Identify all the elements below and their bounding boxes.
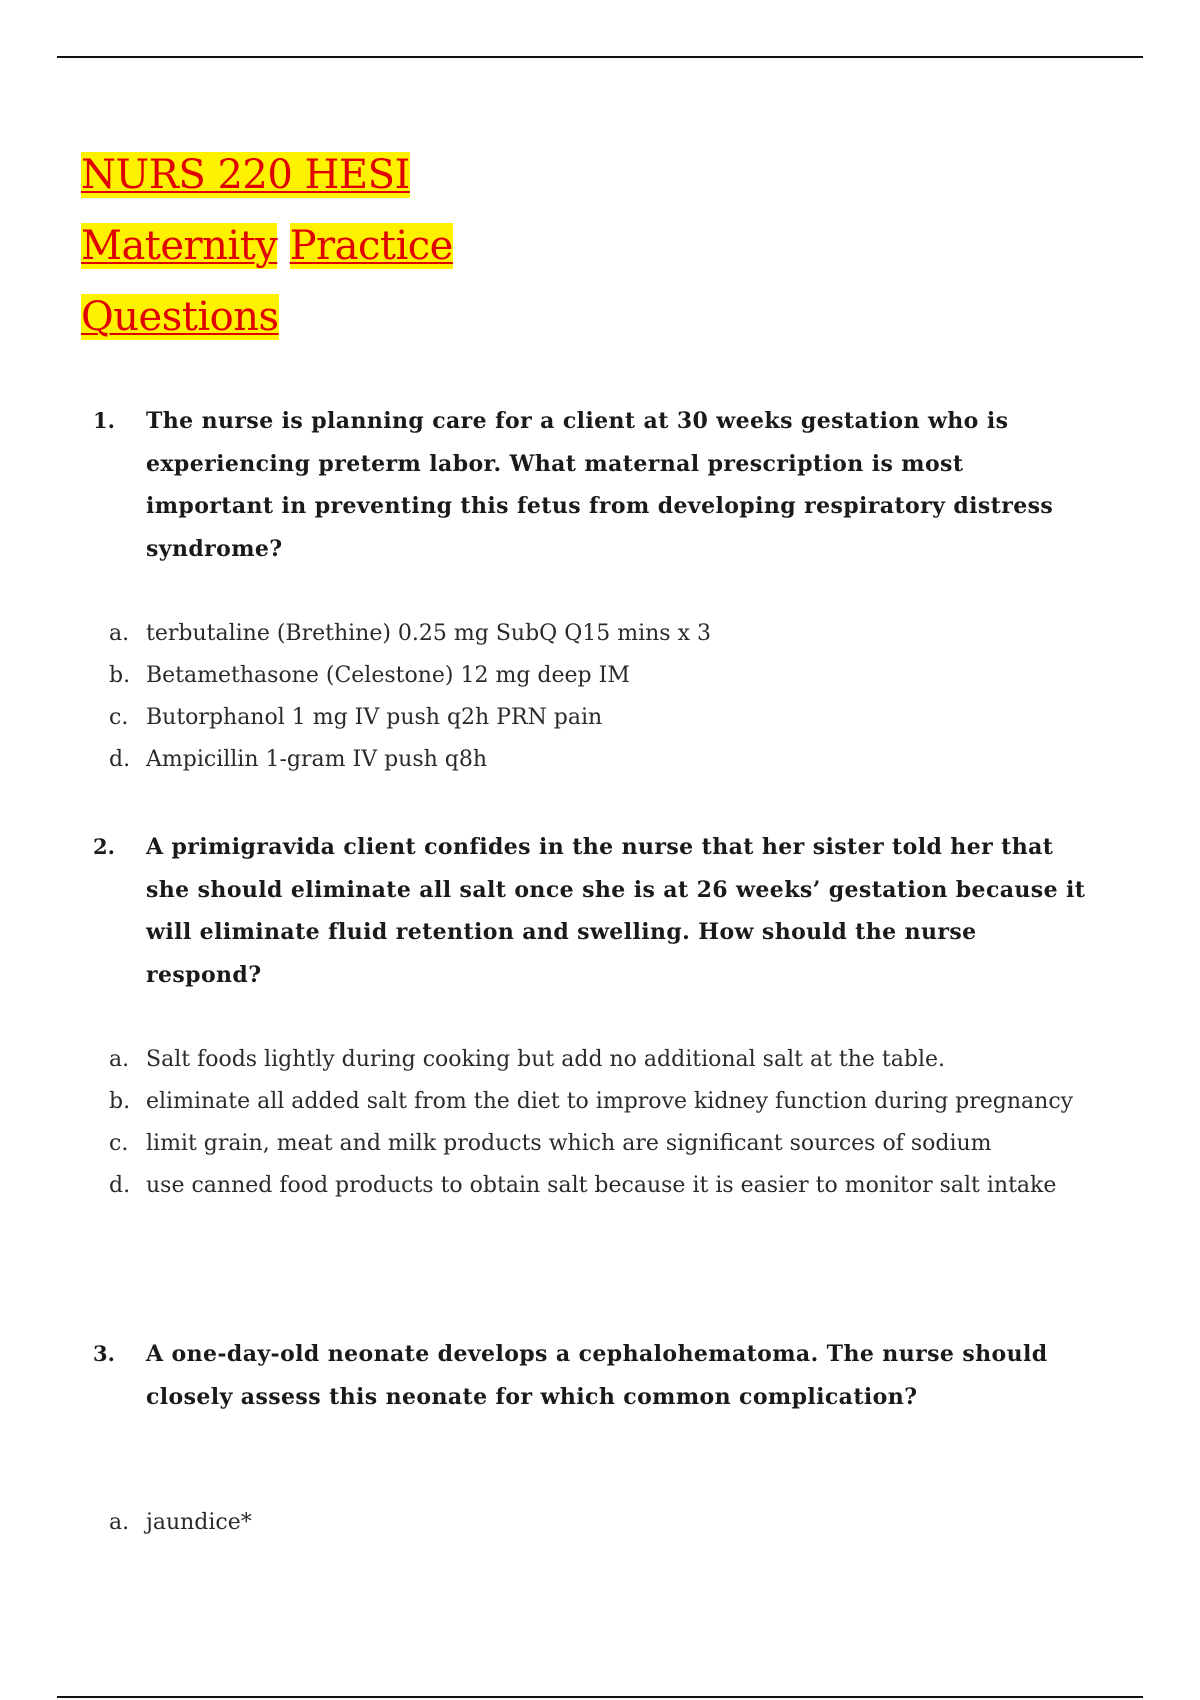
option-text: jaundice* [146, 1510, 252, 1535]
option-text: eliminate all added salt from the diet to improve kidney function during pregnancy [146, 1089, 1074, 1114]
option-text: Ampicillin 1-gram IV push q8h [146, 747, 488, 772]
option-letter: a. [109, 1047, 130, 1072]
option-letter: b. [109, 663, 131, 688]
answer-option [0, 1039, 1200, 1081]
option-text: Butorphanol 1 mg IV push q2h PRN pain [146, 705, 603, 730]
answer-options [0, 613, 1200, 781]
document-title [81, 140, 453, 353]
option-letter: d. [109, 747, 131, 772]
option-text: Betamethasone (Celestone) 12 mg deep IM [146, 663, 630, 688]
answer-options [0, 1502, 1200, 1544]
option-letter: c. [109, 1131, 129, 1156]
answer-option [0, 613, 1200, 655]
footer-rule [57, 1696, 1143, 1698]
question-number: 2. [93, 834, 115, 859]
title-subject: Maternity [81, 223, 278, 269]
answer-option [0, 1165, 1200, 1207]
answer-option [0, 739, 1200, 781]
option-text: limit grain, meat and milk products which are significant sources of sodium [146, 1131, 992, 1156]
header-rule [57, 56, 1143, 58]
title-line-2 [81, 211, 453, 282]
question-number: 1. [93, 408, 115, 433]
option-letter: b. [109, 1089, 131, 1114]
option-text: terbutaline (Brethine) 0.25 mg SubQ Q15 mins x 3 [146, 621, 711, 646]
answer-option [0, 1123, 1200, 1165]
answer-options [0, 1039, 1200, 1207]
title-questions: Questions [81, 294, 279, 340]
answer-option [0, 697, 1200, 739]
title-line-3 [81, 282, 453, 353]
question-text: The nurse is planning care for a client at 30 weeks gestation who is experiencing preterm labor. What maternal prescription is most important in preventing this fetus from developing respiratory distress syndrome? [146, 408, 1054, 562]
option-text: use canned food products to obtain salt because it is easier to monitor salt intake [146, 1173, 1057, 1198]
option-letter: d. [109, 1173, 131, 1198]
title-practice: Practice [289, 223, 453, 269]
option-letter: c. [109, 705, 129, 730]
option-letter: a. [109, 1510, 130, 1535]
question-text: A one-day-old neonate develops a cephalohematoma. The nurse should closely assess this neonate for which common complication? [146, 1341, 1048, 1410]
question-number: 3. [93, 1341, 115, 1366]
title-line-1 [81, 140, 453, 211]
answer-option [0, 1502, 1200, 1544]
answer-option [0, 1081, 1200, 1123]
option-text: Salt foods lightly during cooking but add no additional salt at the table. [146, 1047, 946, 1072]
question-text: A primigravida client confides in the nurse that her sister told her that she should eliminate all salt once she is at 26 weeks’ gestation because it will eliminate fluid retention and swelling. How should the nurse respond? [146, 834, 1086, 988]
answer-option [0, 655, 1200, 697]
option-letter: a. [109, 621, 130, 646]
title-course: NURS 220 HESI [81, 152, 410, 198]
